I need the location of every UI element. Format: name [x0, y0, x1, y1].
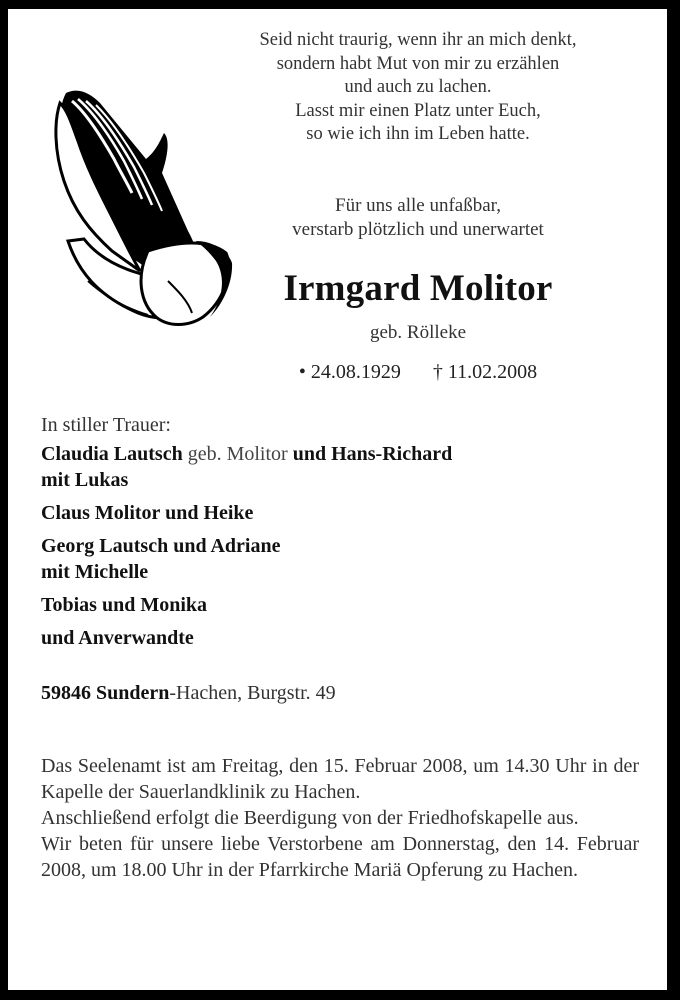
service-notice	[41, 753, 639, 883]
cross-icon: †	[432, 361, 443, 383]
poem-line: so wie ich ihn im Leben hatte.	[306, 124, 530, 144]
mourners-label: In stiller Trauer:	[41, 414, 171, 436]
mourner-group	[41, 441, 641, 493]
poem	[178, 29, 658, 147]
intro-line: verstarb plötzlich und unerwartet	[292, 219, 544, 240]
mourner-line: und Anverwandte	[41, 627, 194, 649]
poem-line: Seid nicht traurig, wenn ihr an mich denkt,	[259, 30, 577, 50]
birth-symbol-icon: •	[298, 361, 306, 383]
address	[41, 680, 641, 706]
life-dates	[178, 361, 658, 384]
mourner-line: Claus Molitor und Heike	[41, 502, 254, 524]
mourner-partner: und Hans-Richard	[292, 443, 453, 465]
mourner-name: Claudia Lautsch	[41, 443, 183, 465]
notice-paragraph: Wir beten für unsere liebe Verstorbene am Donnerstag, den 14. Februar 2008, um 18.00 Uhr in der Pfarrkirche Mariä Opferung zu Hachen.	[41, 833, 639, 881]
mourner-line: mit Lukas	[41, 469, 129, 491]
address-city: 59846 Sundern	[41, 682, 170, 704]
mourner-line: mit Michelle	[41, 561, 149, 583]
mourners-list	[41, 412, 641, 706]
poem-line: Lasst mir einen Platz unter Euch,	[295, 100, 541, 121]
mourner-group	[41, 592, 641, 618]
notice-paragraph: Das Seelenamt ist am Freitag, den 15. Februar 2008, um 14.30 Uhr in der Kapelle der Sauerlandklinik zu Hachen.	[41, 755, 639, 803]
mourner-group	[41, 500, 641, 526]
poem-line: sondern habt Mut von mir zu erzählen	[276, 53, 560, 74]
intro-text	[178, 194, 658, 242]
deceased-name: Irmgard Molitor	[283, 268, 553, 309]
maiden-name: geb. Rölleke	[369, 322, 467, 343]
birth-date: 24.08.1929	[310, 361, 401, 383]
mourner-line: Georg Lautsch und Adriane	[41, 535, 281, 557]
intro-line: Für uns alle unfaßbar,	[335, 195, 501, 216]
mourner-line: Tobias und Monika	[41, 594, 208, 616]
notice-paragraph: Anschließend erfolgt die Beerdigung von der Friedhofskapelle aus.	[41, 807, 579, 829]
address-street: -Hachen, Burgstr. 49	[169, 682, 336, 704]
death-date: 11.02.2008	[447, 361, 538, 383]
mourner-group	[41, 533, 641, 585]
mourner-maiden: geb. Molitor	[182, 443, 293, 465]
mourner-group	[41, 625, 641, 651]
poem-line: und auch zu lachen.	[344, 77, 492, 97]
obituary-notice	[8, 9, 667, 990]
